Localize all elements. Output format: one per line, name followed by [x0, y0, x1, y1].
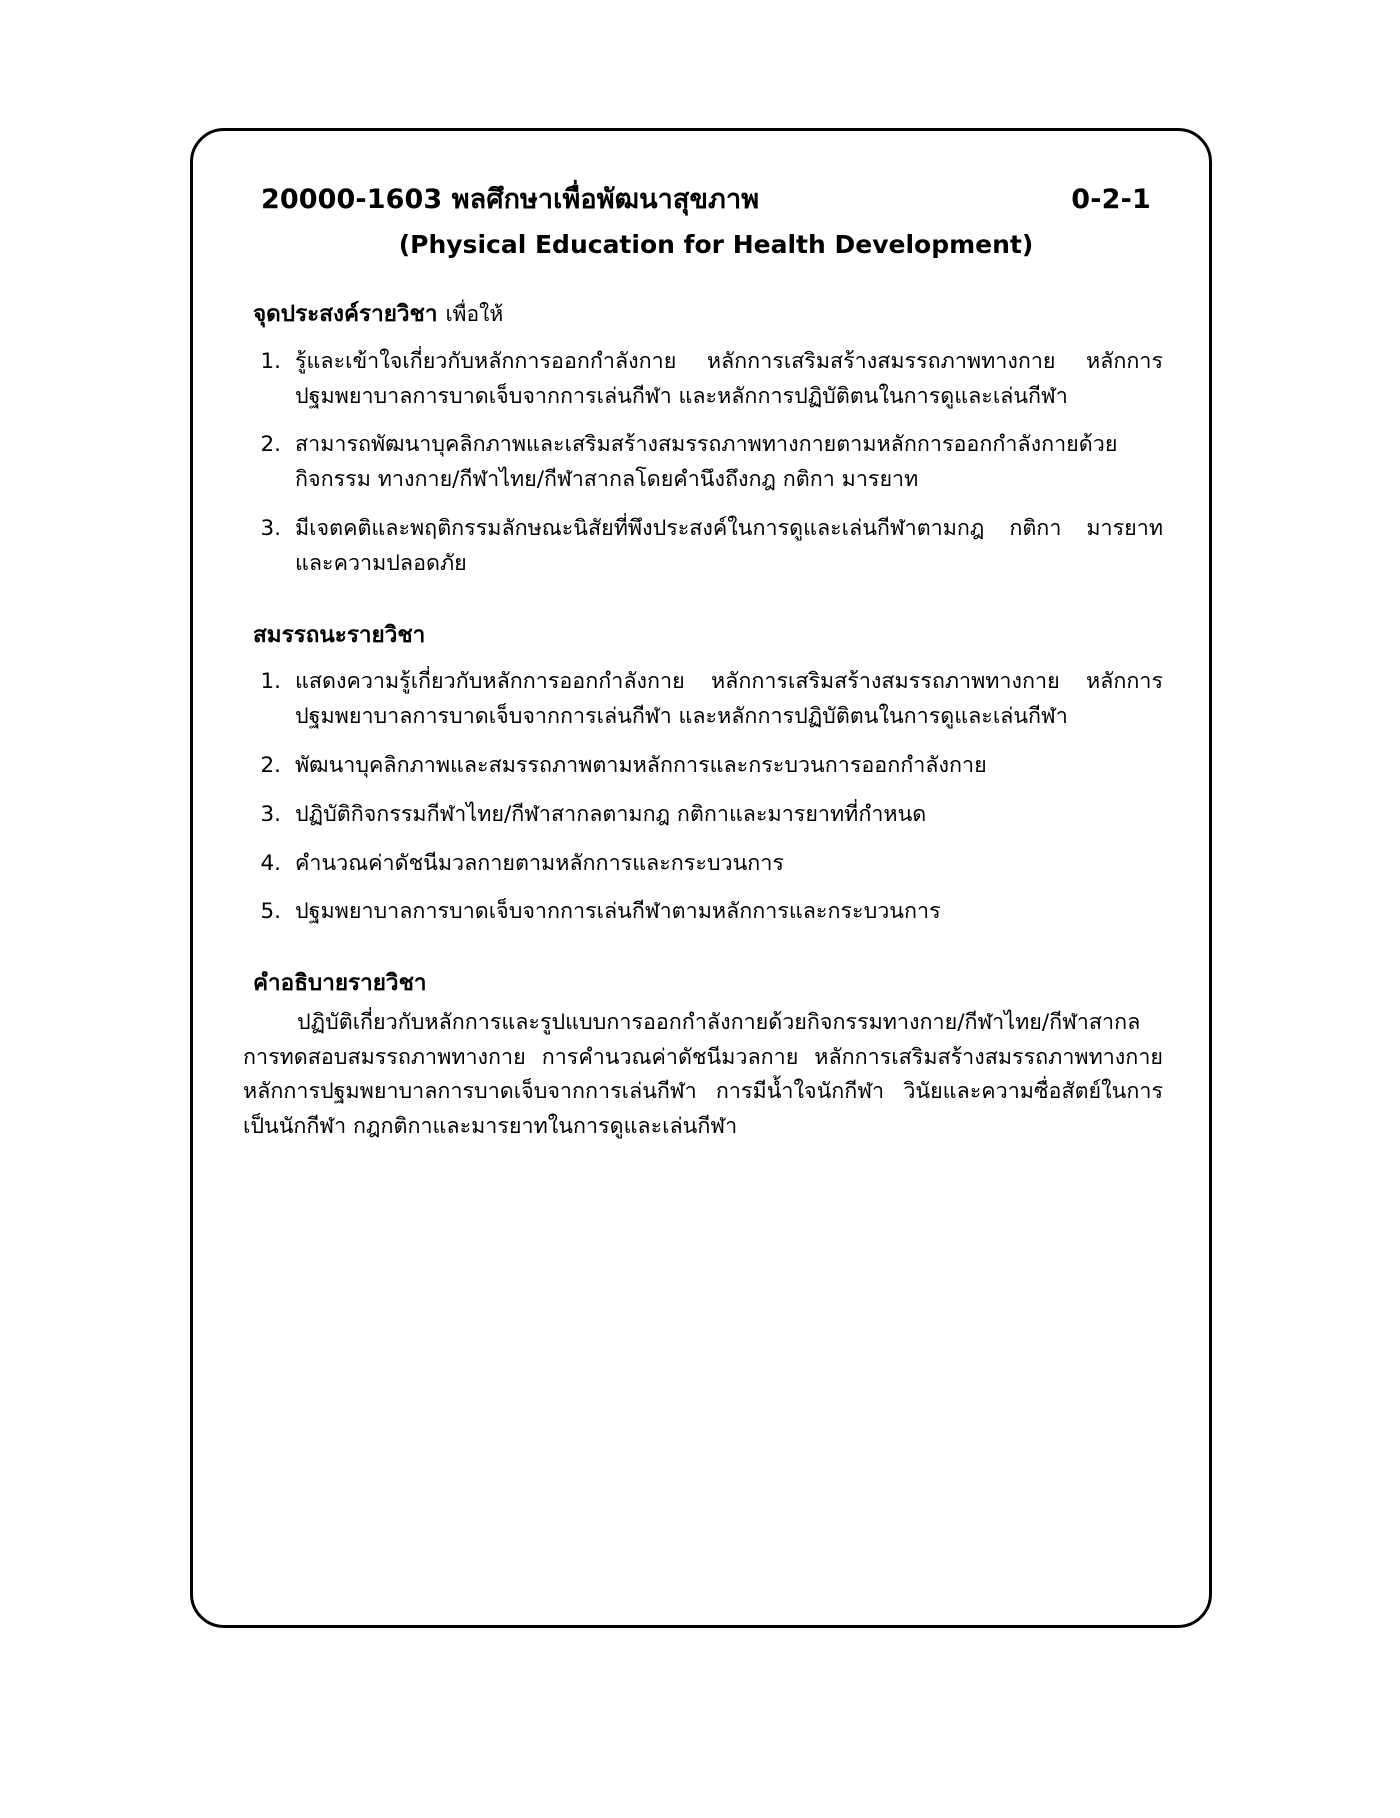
list-item-number: 1. [260, 348, 281, 374]
section-objectives [239, 299, 1163, 581]
list-item-text: ปฐมพยาบาลการบาดเจ็บจากการเล่นกีฬาตามหลักการและกระบวนการ [295, 899, 941, 925]
section-competencies [239, 620, 1163, 930]
list-item [239, 345, 1163, 415]
course-description-text: ปฏิบัติเกี่ยวกับหลักการและรูปแบบการออกกำลังกายด้วยกิจกรรมทางกาย/กีฬาไทย/กีฬาสากล การทดสอบสมรรถภาพทางกาย การคำนวณค่าดัชนีมวลกาย หลักการเสริมสร้างสมรรถภาพทางกาย หลักการปฐมพยาบาลการบาดเจ็บจากการเล่นกีฬา การมีน้ำใจนักกีฬา วินัยและความซื่อสัตย์ในการเป็นนักกีฬา กฎกติกาและมารยาทในการดูและเล่นกีฬา [243, 1009, 1163, 1140]
section-objectives-heading-text: จุดประสงค์รายวิชา [253, 301, 438, 328]
list-item-number: 5. [260, 899, 281, 925]
section-objectives-heading-sub: เพื่อให้ [445, 302, 504, 327]
list-item [239, 798, 1163, 833]
list-item-text: สามารถพัฒนาบุคลิกภาพและเสริมสร้างสมรรถภาพทางกายตามหลักการออกกำลังกายด้วยกิจกรรม ทางกาย/กีฬาไทย/กีฬาสากลโดยคำนึงถึงกฎ กติกา มารยาท [295, 432, 1118, 493]
list-item-text: ปฏิบัติกิจกรรมกีฬาไทย/กีฬาสากลตามกฎ กติกาและมารยาทที่กำหนด [295, 801, 927, 827]
course-card-content [193, 131, 1209, 1625]
list-item-number: 2. [260, 752, 281, 778]
list-item [239, 895, 1163, 930]
course-title-english: (Physical Education for Health Development) [398, 229, 1034, 259]
list-item [239, 428, 1163, 498]
list-item-number: 4. [260, 850, 281, 876]
section-description [239, 968, 1163, 1145]
course-code-title: 20000-1603 พลศึกษาเพื่อพัฒนาสุขภาพ [261, 184, 760, 215]
objectives-list [239, 345, 1163, 582]
list-item-number: 3. [260, 516, 281, 542]
list-item-text: แสดงความรู้เกี่ยวกับหลักการออกกำลังกาย หลักการเสริมสร้างสมรรถภาพทางกาย หลักการปฐมพยาบาลการบาดเจ็บจากการเล่นกีฬา และหลักการปฏิบัติตนในการดูและเล่นกีฬา [295, 669, 1163, 730]
list-item-text: มีเจตคติและพฤติกรรมลักษณะนิสัยที่พึงประสงค์ในการดูและเล่นกีฬาตามกฎ กติกา มารยาทและความปลอดภัย [295, 516, 1163, 576]
list-item-number: 3. [260, 801, 281, 827]
section-competencies-heading: สมรรถนะรายวิชา [253, 621, 426, 648]
course-card [190, 128, 1212, 1628]
list-item [239, 512, 1163, 582]
list-item-text: รู้และเข้าใจเกี่ยวกับหลักการออกกำลังกาย หลักการเสริมสร้างสมรรถภาพทางกาย หลักการปฐมพยาบาลการบาดเจ็บจากการเล่นกีฬา และหลักการปฏิบัติตนในการดูและเล่นกีฬา [295, 348, 1163, 409]
course-description-paragraph [239, 1006, 1163, 1145]
competencies-list [239, 665, 1163, 930]
list-item-text: พัฒนาบุคลิกภาพและสมรรถภาพตามหลักการและกระบวนการออกกำลังกาย [295, 752, 987, 778]
list-item-number: 2. [260, 432, 281, 458]
course-credits: 0-2-1 [1071, 184, 1151, 215]
list-item-number: 1. [260, 669, 281, 695]
list-item [239, 847, 1163, 882]
list-item-text: คำนวณค่าดัชนีมวลกายตามหลักการและกระบวนการ [295, 850, 784, 876]
section-description-heading: คำอธิบายรายวิชา [253, 970, 427, 997]
list-item [239, 749, 1163, 784]
list-item [239, 665, 1163, 735]
section-objectives-heading [239, 299, 1163, 331]
course-header [239, 183, 1163, 217]
